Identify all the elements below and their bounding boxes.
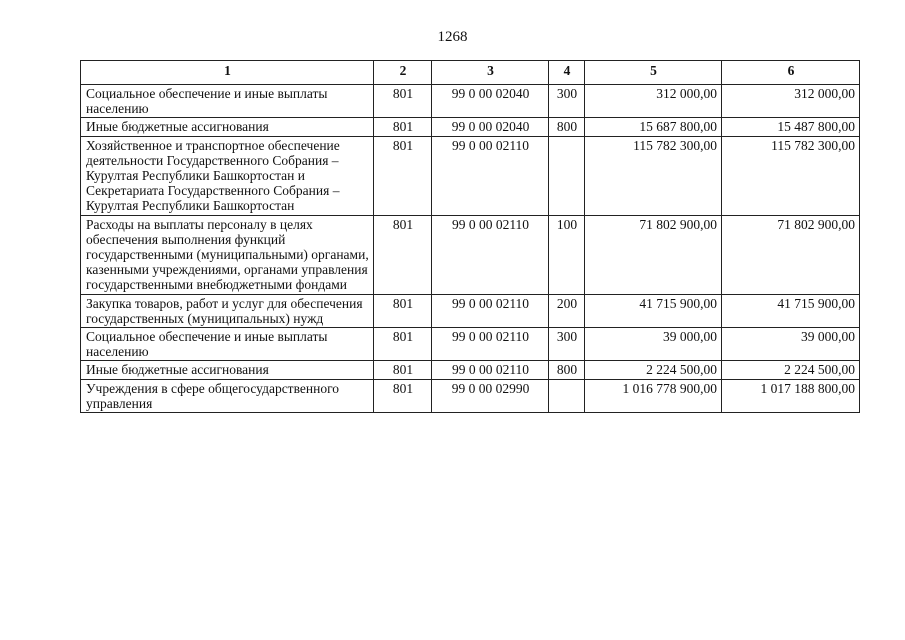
page-number: 1268 xyxy=(437,29,468,45)
budget-table xyxy=(80,60,860,413)
row-article-cell: 99 0 00 02110 xyxy=(432,136,549,215)
table-row xyxy=(81,118,860,136)
row-name-cell: Социальное обеспечение и иные выплаты населению xyxy=(81,328,374,361)
row-code-cell: 801 xyxy=(374,85,432,118)
row-article-cell: 99 0 00 02040 xyxy=(432,85,549,118)
table-row xyxy=(81,361,860,379)
row-sum2-cell: 15 487 800,00 xyxy=(722,118,860,136)
row-sum1-cell: 312 000,00 xyxy=(585,85,722,118)
row-sum2-cell: 71 802 900,00 xyxy=(722,215,860,294)
row-sum2-cell: 1 017 188 800,00 xyxy=(722,379,860,412)
row-type-cell: 200 xyxy=(549,294,585,327)
row-sum2-cell: 312 000,00 xyxy=(722,85,860,118)
row-sum1-cell: 71 802 900,00 xyxy=(585,215,722,294)
row-name-cell: Иные бюджетные ассигнования xyxy=(81,361,374,379)
row-sum1-cell: 41 715 900,00 xyxy=(585,294,722,327)
row-sum2-cell: 39 000,00 xyxy=(722,328,860,361)
column-header: 2 xyxy=(374,61,432,85)
row-type-cell xyxy=(549,136,585,215)
row-code-cell: 801 xyxy=(374,361,432,379)
row-code-cell: 801 xyxy=(374,294,432,327)
row-sum1-cell: 15 687 800,00 xyxy=(585,118,722,136)
column-header: 6 xyxy=(722,61,860,85)
row-sum1-cell: 1 016 778 900,00 xyxy=(585,379,722,412)
row-sum1-cell: 2 224 500,00 xyxy=(585,361,722,379)
row-type-cell: 800 xyxy=(549,118,585,136)
row-name-cell: Социальное обеспечение и иные выплаты населению xyxy=(81,85,374,118)
column-header: 1 xyxy=(81,61,374,85)
table-row xyxy=(81,294,860,327)
row-sum2-cell: 115 782 300,00 xyxy=(722,136,860,215)
row-sum2-cell: 2 224 500,00 xyxy=(722,361,860,379)
table-body xyxy=(81,85,860,413)
table-row xyxy=(81,136,860,215)
row-article-cell: 99 0 00 02110 xyxy=(432,361,549,379)
row-name-cell: Расходы на выплаты персоналу в целях обеспечения выполнения функций государственными (муниципальными) органами, казенными учреждениями, органами управления государственными внебюджетными фондами xyxy=(81,215,374,294)
row-article-cell: 99 0 00 02110 xyxy=(432,294,549,327)
row-sum1-cell: 39 000,00 xyxy=(585,328,722,361)
table-row xyxy=(81,215,860,294)
row-name-cell: Иные бюджетные ассигнования xyxy=(81,118,374,136)
row-name-cell: Учреждения в сфере общегосударственного управления xyxy=(81,379,374,412)
header-row xyxy=(81,61,860,85)
row-type-cell: 300 xyxy=(549,85,585,118)
row-article-cell: 99 0 00 02110 xyxy=(432,215,549,294)
row-code-cell: 801 xyxy=(374,328,432,361)
row-type-cell: 100 xyxy=(549,215,585,294)
table-row xyxy=(81,328,860,361)
row-code-cell: 801 xyxy=(374,136,432,215)
row-name-cell: Хозяйственное и транспортное обеспечение деятельности Государственного Собрания – Курултая Республики Башкортостан и Секретариата Государственного Собрания – Курултая Республики Башкортостан xyxy=(81,136,374,215)
row-code-cell: 801 xyxy=(374,215,432,294)
row-sum2-cell: 41 715 900,00 xyxy=(722,294,860,327)
row-type-cell: 800 xyxy=(549,361,585,379)
column-header: 3 xyxy=(432,61,549,85)
row-article-cell: 99 0 00 02040 xyxy=(432,118,549,136)
table-row xyxy=(81,379,860,412)
table-row xyxy=(81,85,860,118)
row-article-cell: 99 0 00 02110 xyxy=(432,328,549,361)
row-type-cell: 300 xyxy=(549,328,585,361)
column-header: 4 xyxy=(549,61,585,85)
row-code-cell: 801 xyxy=(374,118,432,136)
row-sum1-cell: 115 782 300,00 xyxy=(585,136,722,215)
row-code-cell: 801 xyxy=(374,379,432,412)
row-name-cell: Закупка товаров, работ и услуг для обеспечения государственных (муниципальных) нужд xyxy=(81,294,374,327)
row-article-cell: 99 0 00 02990 xyxy=(432,379,549,412)
row-type-cell xyxy=(549,379,585,412)
column-header: 5 xyxy=(585,61,722,85)
